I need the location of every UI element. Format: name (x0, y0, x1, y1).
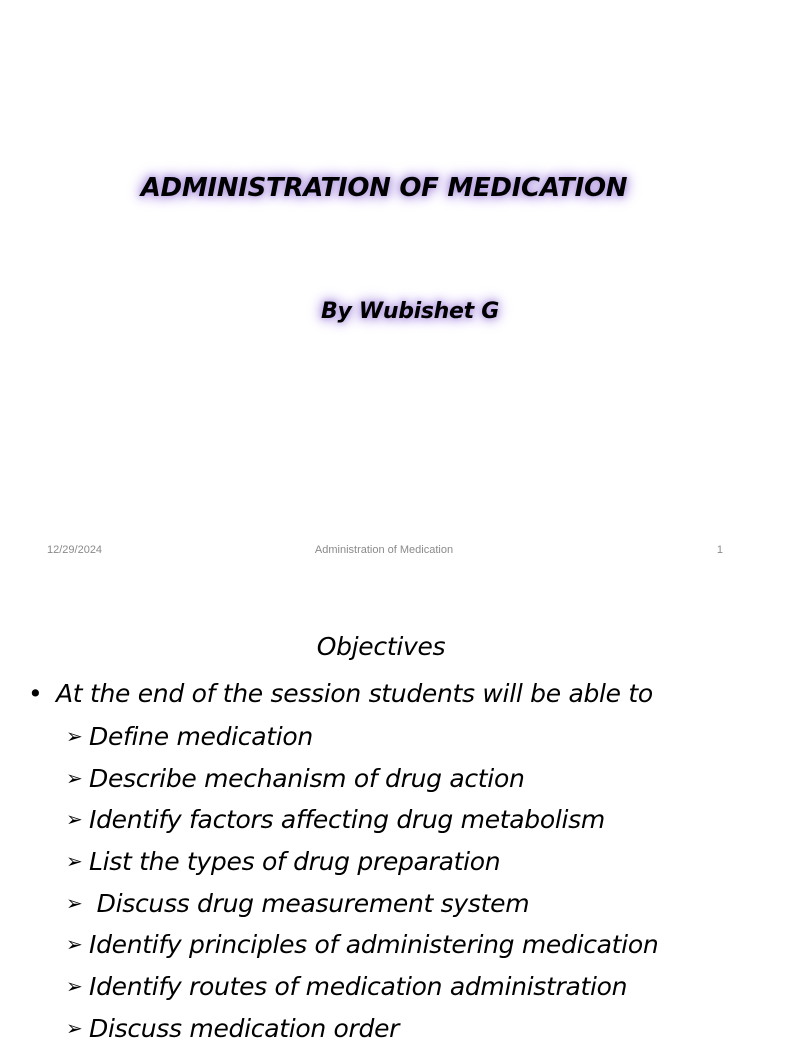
list-item (66, 844, 658, 886)
intro-text: At the end of the session students will be able to (56, 679, 653, 708)
objective-text: Identify routes of medication administration (89, 972, 628, 1002)
arrow-bullet-icon: ➢ (66, 849, 83, 874)
objective-text: Identify principles of administering medication (89, 930, 659, 960)
objective-text: Define medication (89, 722, 313, 751)
list-item (66, 927, 658, 969)
intro-bullet-line (28, 677, 653, 711)
presentation-title: ADMINISTRATION OF MEDICATION (140, 173, 628, 203)
objective-text: List the types of drug preparation (89, 847, 501, 877)
arrow-bullet-icon: ➢ (66, 807, 83, 832)
bullet-icon: • (28, 679, 43, 708)
arrow-bullet-icon: ➢ (66, 974, 83, 999)
arrow-bullet-icon: ➢ (66, 724, 83, 748)
footer-date: 12/29/2024 (47, 544, 103, 556)
objectives-heading: Objectives (316, 632, 446, 661)
arrow-bullet-icon: ➢ (66, 890, 83, 915)
objective-text: Discuss drug measurement system (89, 888, 530, 918)
arrow-bullet-icon: ➢ (66, 932, 83, 957)
objective-text: Identify factors affecting drug metabolism (89, 805, 605, 835)
arrow-bullet-icon: ➢ (66, 1015, 83, 1040)
objective-text: Discuss medication order (89, 1013, 400, 1043)
list-item (66, 802, 658, 844)
footer-page-number: 1 (716, 544, 723, 556)
list-item (66, 719, 658, 761)
presentation-author: By Wubishet G (321, 299, 499, 324)
footer-title: Administration of Medication (314, 544, 454, 556)
list-item (66, 886, 658, 928)
arrow-bullet-icon: ➢ (66, 765, 83, 790)
objective-text: Describe mechanism of drug action (89, 763, 525, 793)
objectives-slide (0, 576, 768, 1043)
list-item (66, 1011, 658, 1053)
list-item (66, 969, 658, 1011)
list-item (66, 761, 658, 803)
objectives-list (66, 719, 658, 1053)
